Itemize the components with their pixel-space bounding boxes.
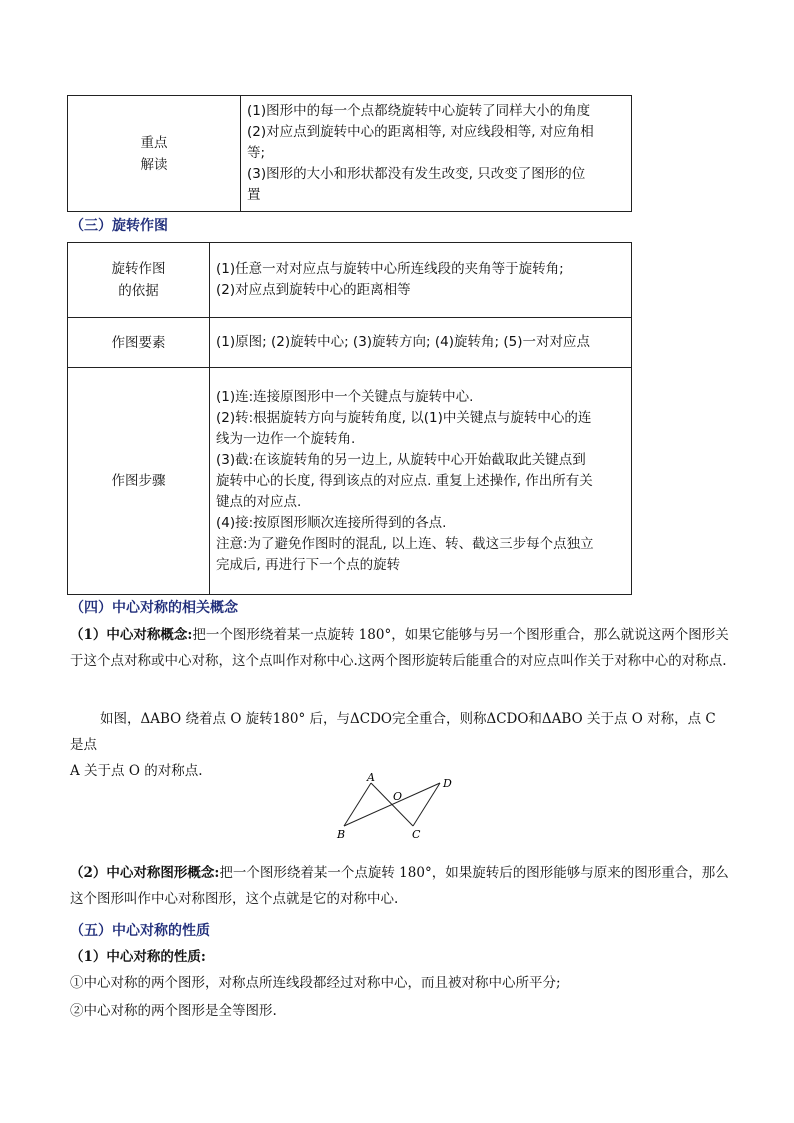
segment-bd [344, 783, 440, 826]
table-row [68, 243, 632, 318]
label-c: C [412, 828, 421, 841]
section-heading: （四）中心对称的相关概念 [70, 600, 238, 616]
content-line: 注意:为了避免作图时的混乱, 以上连、转、截这三步每个点独立 [216, 535, 594, 552]
definition-text: 把一个图形绕着某一个点旋转 180°，如果旋转后的图形能够与原来的图形重合，那么这个图形叫作中心对称图形，这个点就是它的对称中心. [70, 865, 729, 907]
example-line: A 关于点 O 的对称点. [70, 763, 203, 779]
row-content [241, 96, 632, 212]
row-content [210, 318, 632, 368]
rotation-construction-table [67, 242, 632, 595]
content-line: (3)截:在该旋转角的另一边上, 从旋转中心开始截取此关键点到 [216, 451, 586, 468]
content-line: (4)接:按原图形顺次连接所得到的各点. [216, 514, 447, 531]
property-item: ②中心对称的两个图形是全等图形. [70, 1003, 277, 1019]
definition-text: 把一个图形绕着某一点旋转 180°，如果它能够与另一个图形重合，那么就说这两个图形关于这个点对称或中心对称，这个点叫作对称中心.这两个图形旋转后能重合的对应点叫作关于对称中心的对称点. [70, 627, 729, 669]
central-symmetric-figure-definition [70, 860, 730, 912]
example-line: 如图，ΔABO 绕着点 O 旋转180° 后，与ΔCDO完全重合，则称ΔCDO和ΔABO 关于点 O 对称，点 C 是点 [70, 711, 716, 753]
label-a: A [367, 771, 375, 784]
definition-title: （2）中心对称图形概念: [70, 865, 220, 881]
section-heading: （五）中心对称的性质 [70, 923, 210, 939]
key-points-table [67, 95, 632, 212]
table-row [68, 368, 632, 595]
content-line: (1)图形中的每一个点都绕旋转中心旋转了同样大小的角度 [247, 103, 591, 119]
label-o: O [393, 790, 403, 803]
content-line: (3)图形的大小和形状都没有发生改变, 只改变了图形的位 [247, 166, 586, 182]
definition-title: （1）中心对称概念: [70, 627, 193, 643]
property-subtitle [70, 945, 206, 965]
content-line: (1)连:连接原图形中一个关键点与旋转中心. [216, 388, 474, 405]
label-line: 重点 [140, 134, 168, 151]
row-content [210, 243, 632, 318]
section-heading: （三）旋转作图 [70, 218, 168, 234]
row-label [68, 243, 210, 318]
table-row [68, 318, 632, 368]
content-line: (2)对应点到旋转中心的距离相等 [216, 282, 411, 298]
label-b: B [337, 828, 346, 841]
content-line: 线为一边作一个旋转角. [216, 430, 356, 447]
property-item: ①中心对称的两个图形，对称点所连线段都经过对称中心，而且被对称中心所平分; [70, 975, 561, 991]
property-subtitle-text: （1）中心对称的性质: [70, 949, 206, 965]
content-line: (2)转:根据旋转方向与旋转角度, 以(1)中关键点与旋转中心的连 [216, 409, 592, 426]
row-label [68, 318, 210, 368]
row-label [68, 368, 210, 595]
content-line: 完成后, 再进行下一个点的旋转 [216, 556, 401, 573]
label-line: 解读 [140, 156, 168, 173]
label-line: 旋转作图 [111, 261, 166, 277]
label-d: D [443, 777, 452, 790]
label-line: 作图要素 [111, 334, 166, 351]
content-line: 置 [247, 187, 261, 203]
label-line: 的依据 [118, 283, 159, 299]
content-line: 键点的对应点. [216, 493, 302, 510]
label-line: 作图步骤 [111, 473, 166, 489]
content-line: (1)原图; (2)旋转中心; (3)旋转方向; (4)旋转角; (5)一对对应点 [216, 334, 590, 350]
content-line: (2)对应点到旋转中心的距离相等, 对应线段相等, 对应角相 [247, 124, 594, 140]
row-label [68, 96, 241, 212]
content-line: 旋转中心的长度, 得到该点的对应点. 重复上述操作, 作出所有关 [216, 472, 593, 489]
row-content [210, 368, 632, 595]
table-row [68, 96, 632, 212]
central-symmetry-definition [70, 622, 730, 674]
content-line: (1)任意一对对应点与旋转中心所连线段的夹角等于旋转角; [216, 261, 564, 277]
content-line: 等; [247, 145, 266, 161]
central-symmetry-figure [334, 766, 464, 846]
